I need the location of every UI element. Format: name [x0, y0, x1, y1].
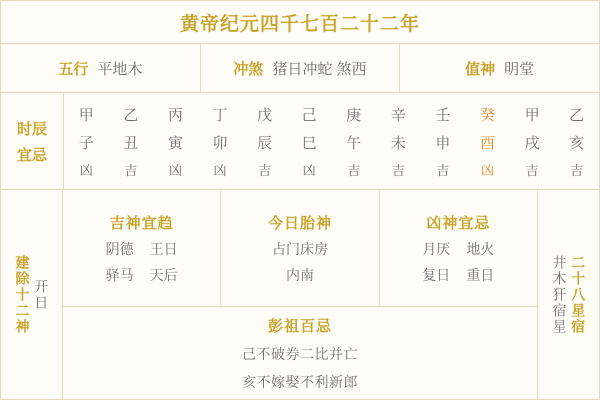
hours-row-label	[1, 93, 64, 189]
hour-gan: 丁	[212, 106, 228, 124]
info-cell-zhishen	[400, 44, 599, 92]
taishen-line-2	[286, 265, 314, 285]
hour-zhi: 子	[78, 134, 94, 152]
info-cell-chongsha	[201, 44, 401, 92]
hour-jixiong: 吉	[124, 162, 138, 178]
hour-column	[331, 93, 376, 189]
hour-jixiong: 凶	[213, 162, 227, 178]
xiongshen-item-3: 复日	[422, 266, 451, 283]
hours-grid	[64, 93, 599, 189]
hour-column	[153, 93, 198, 189]
xiongshen-item-1: 月厌	[422, 240, 451, 257]
info-cell-wuxing	[1, 44, 201, 92]
hour-gan: 己	[301, 106, 317, 124]
page-title: 黄帝纪元四千七百二十二年	[179, 13, 420, 35]
hour-jixiong: 凶	[79, 162, 93, 178]
hour-jixiong: 吉	[525, 162, 539, 178]
middle-center	[63, 190, 537, 399]
hour-column	[376, 93, 421, 189]
hour-jixiong: 吉	[391, 162, 405, 178]
hour-zhi: 午	[346, 134, 362, 152]
taishen-line-1	[272, 239, 328, 259]
info-value-wuxing: 平地木	[97, 60, 143, 78]
hour-zhi: 酉	[479, 134, 495, 152]
hour-column	[421, 93, 466, 189]
xiongshen-line-1	[422, 239, 494, 259]
hour-zhi: 丑	[123, 134, 139, 152]
hour-zhi: 卯	[212, 134, 228, 152]
pengzu-line-2: 亥不嫁娶不利新郎	[242, 373, 358, 390]
hour-zhi: 寅	[167, 134, 183, 152]
info-label-wuxing: 五行	[58, 60, 89, 78]
hours-label-line2: 宜忌	[16, 146, 47, 164]
hours-row	[0, 93, 600, 190]
hour-column	[198, 93, 243, 189]
jianchu-column	[1, 190, 63, 399]
hour-gan: 甲	[524, 106, 540, 124]
hour-gan: 乙	[123, 106, 139, 124]
hour-gan: 庚	[346, 106, 362, 124]
xiongshen-line-2	[422, 265, 494, 285]
info-row	[0, 43, 600, 93]
jishen-item-1: 阴德	[105, 240, 134, 257]
jishen-cell	[63, 190, 221, 306]
hour-gan: 戊	[257, 106, 273, 124]
hour-column	[510, 93, 555, 189]
xiongshen-item-4: 重日	[466, 266, 495, 283]
hour-jixiong: 吉	[258, 162, 272, 178]
xiongshen-item-2: 地火	[466, 240, 495, 257]
jishen-line-2	[106, 265, 178, 285]
hour-gan: 壬	[435, 106, 451, 124]
jianchu-label: 建除十二神	[14, 254, 31, 335]
hour-column	[109, 93, 154, 189]
hour-zhi: 戌	[524, 134, 540, 152]
hour-column	[554, 93, 599, 189]
hour-jixiong: 凶	[302, 162, 316, 178]
hour-jixiong: 凶	[168, 162, 182, 178]
hour-gan: 甲	[78, 106, 94, 124]
hour-zhi: 未	[390, 134, 406, 152]
taishen-item-2: 内南	[285, 266, 314, 283]
xingsu-value: 井木犴宿星	[551, 254, 568, 335]
hour-jixiong: 吉	[570, 162, 584, 178]
hour-column	[242, 93, 287, 189]
taishen-cell	[221, 190, 379, 306]
info-label-zhishen: 值神	[465, 60, 496, 78]
three-cell-row	[63, 190, 537, 307]
jishen-item-4: 天后	[149, 266, 178, 283]
jianchu-value: 开日	[33, 278, 50, 311]
jishen-line-1	[106, 239, 178, 259]
jishen-item-3: 驿马	[105, 266, 134, 283]
info-value-zhishen: 明堂	[504, 60, 535, 78]
hour-zhi: 巳	[301, 134, 317, 152]
jishen-item-2: 王日	[149, 240, 178, 257]
hour-jixiong: 吉	[436, 162, 450, 178]
hour-jixiong: 凶	[480, 162, 494, 178]
pengzu-cell	[63, 307, 537, 399]
hour-gan: 乙	[569, 106, 585, 124]
hour-gan: 癸	[479, 106, 495, 124]
title-row	[0, 0, 600, 43]
xingsu-label: 二十八星宿	[570, 254, 587, 335]
hour-zhi: 辰	[257, 134, 273, 152]
hour-column	[287, 93, 332, 189]
info-label-chongsha: 冲煞	[233, 60, 264, 78]
hour-zhi: 申	[435, 134, 451, 152]
xingsu-column	[537, 190, 599, 399]
xiongshen-heading: 凶神宜忌	[426, 214, 491, 232]
middle-block	[0, 190, 600, 400]
taishen-item-1: 占门床房	[271, 240, 328, 257]
hour-zhi: 亥	[569, 134, 585, 152]
hour-column-current	[465, 93, 510, 189]
pengzu-line-1: 己不破券二比并亡	[242, 345, 358, 362]
hour-jixiong: 吉	[347, 162, 361, 178]
hours-label-line1: 时辰	[16, 120, 47, 138]
hour-gan: 丙	[167, 106, 183, 124]
hour-gan: 辛	[390, 106, 406, 124]
pengzu-heading: 彭祖百忌	[267, 317, 332, 335]
hour-column	[64, 93, 109, 189]
info-value-chongsha: 猪日冲蛇 煞西	[272, 60, 367, 78]
jishen-heading: 吉神宜趋	[109, 214, 174, 232]
taishen-heading: 今日胎神	[267, 214, 332, 232]
xiongshen-cell	[380, 190, 537, 306]
